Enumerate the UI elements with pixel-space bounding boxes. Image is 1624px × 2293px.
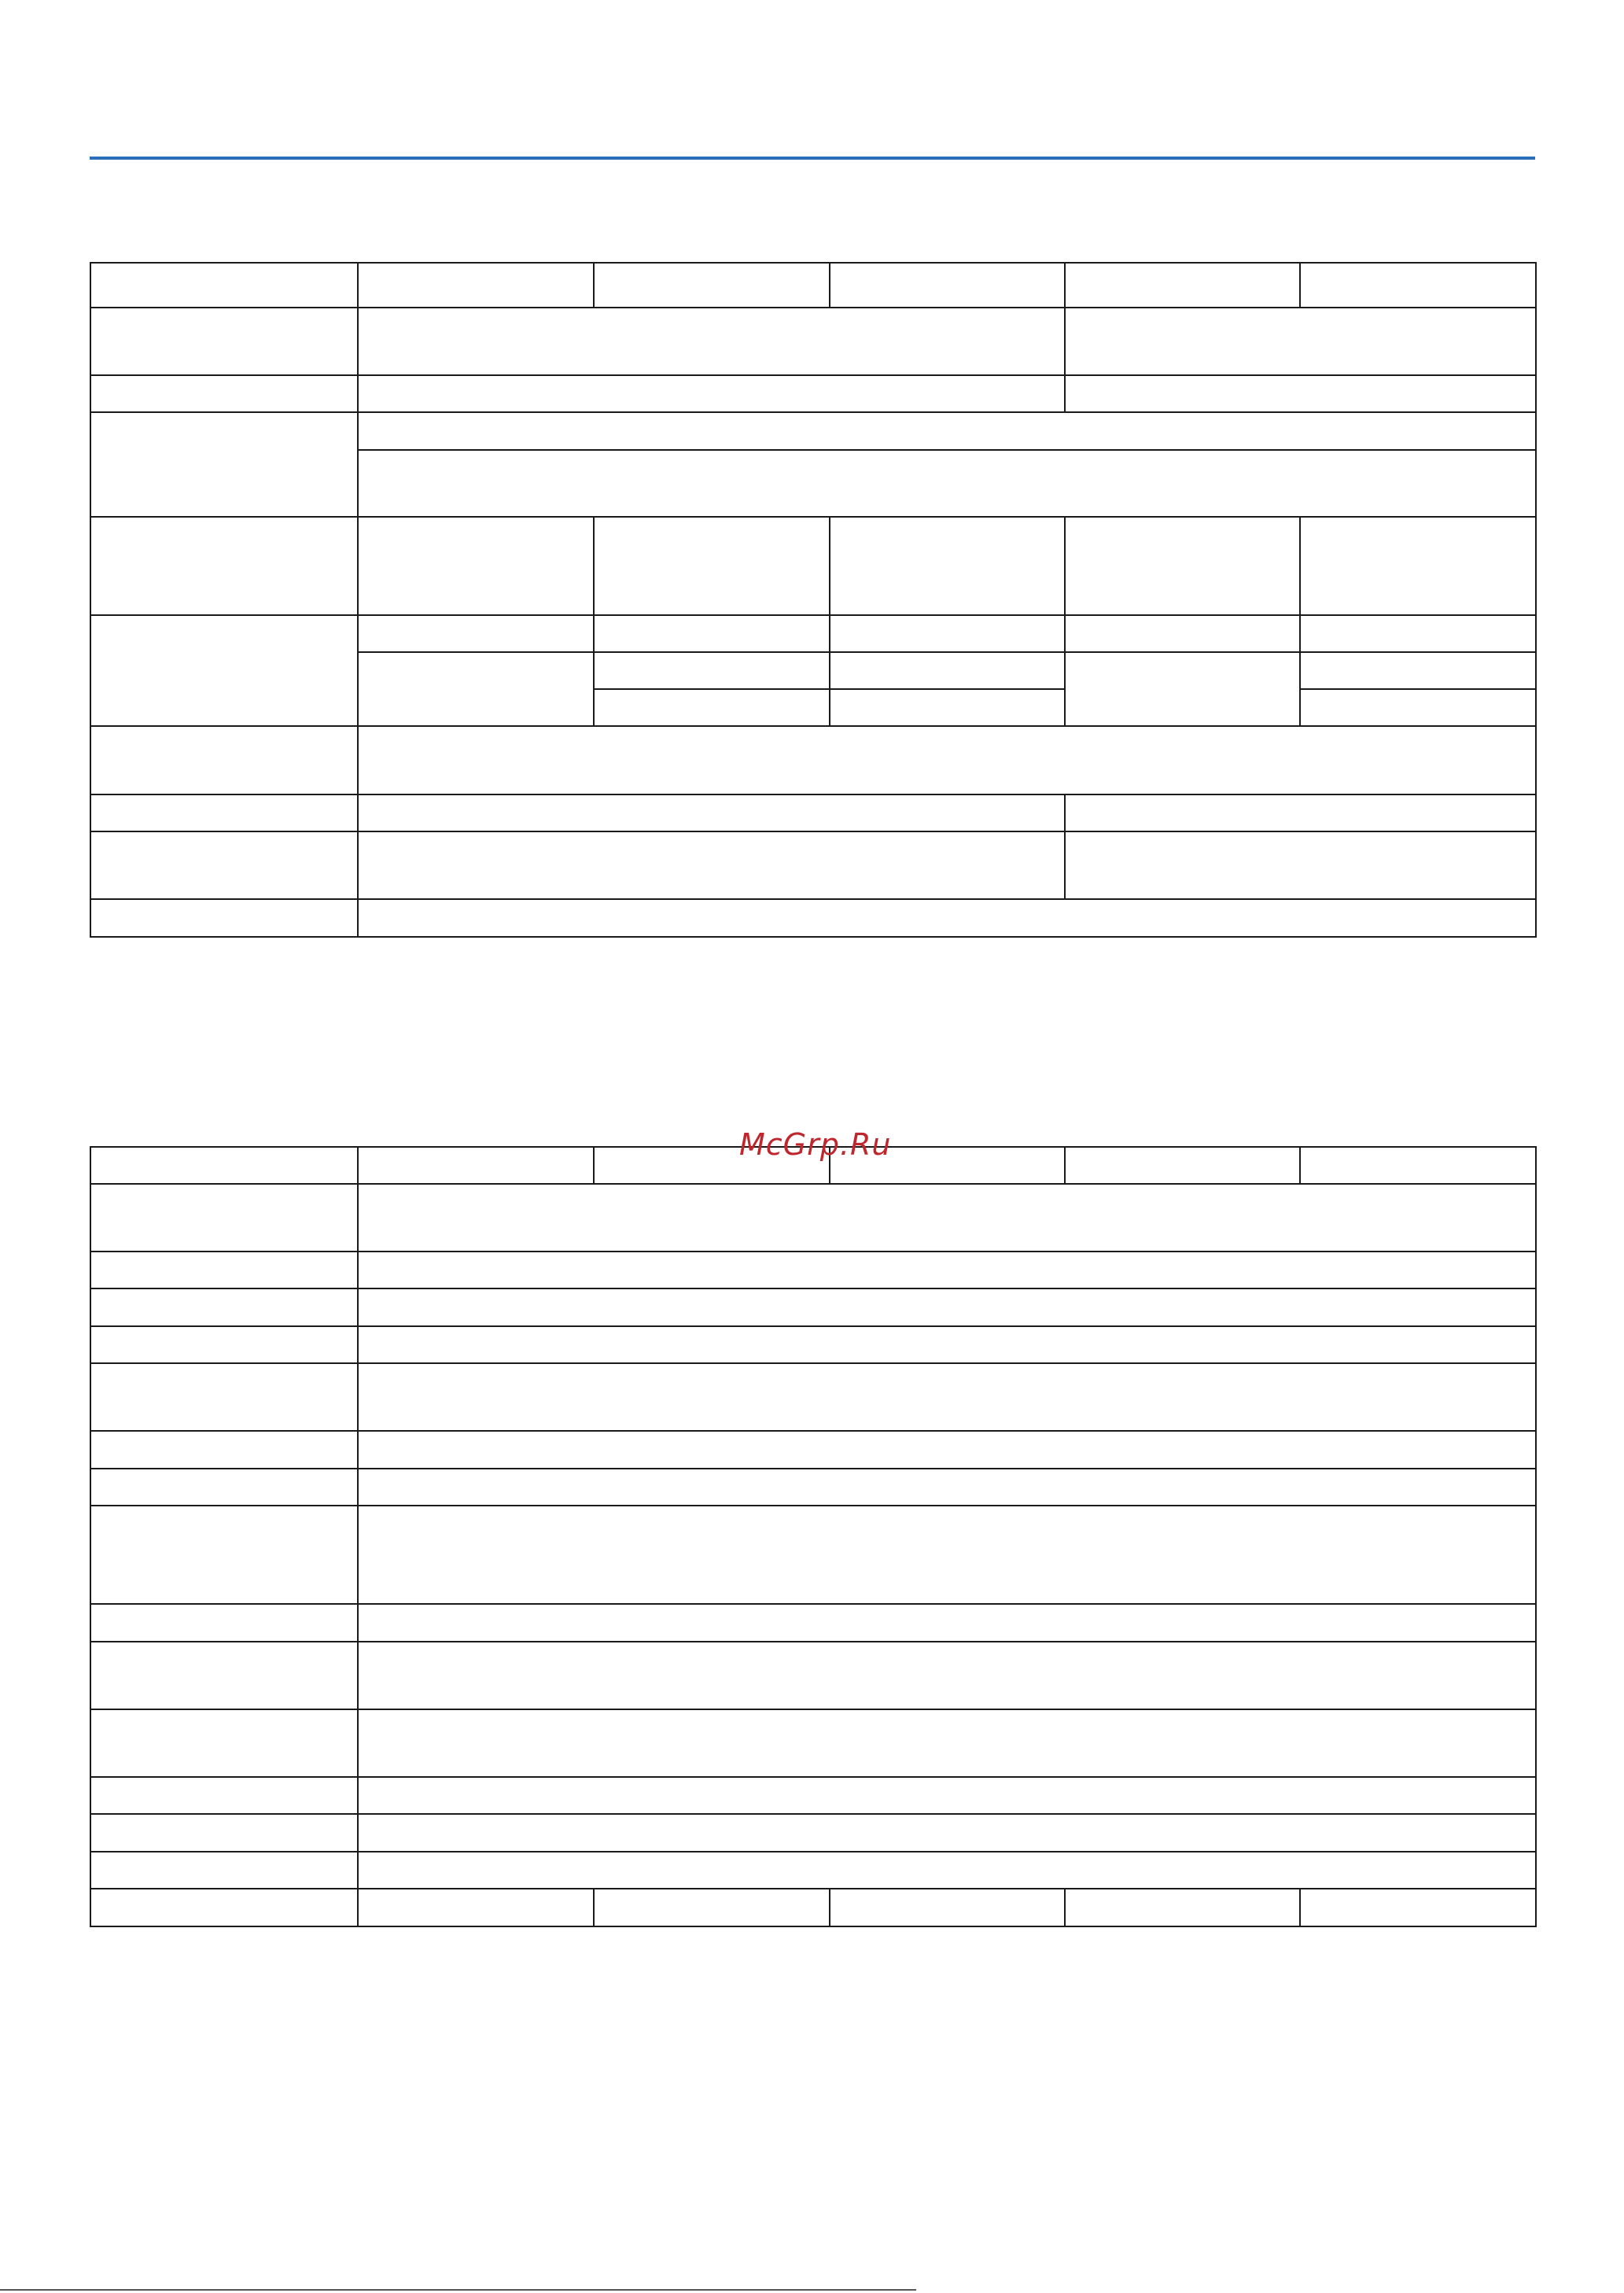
table-cell [1065, 517, 1300, 615]
table-row [90, 1252, 1536, 1288]
table-cell [90, 412, 358, 517]
table-row [90, 831, 1536, 899]
table-cell [358, 1506, 1536, 1604]
table-cell [594, 689, 830, 726]
table-cell [1300, 615, 1536, 652]
table-cell [358, 726, 1536, 794]
table-cell [90, 1184, 358, 1252]
table-cell [1065, 794, 1536, 831]
table-cell [90, 1431, 358, 1469]
table-cell [358, 831, 1065, 899]
table-cell [90, 615, 358, 726]
table-cell [358, 615, 594, 652]
table-cell [830, 689, 1065, 726]
table-cell [358, 375, 1065, 412]
table-row [90, 899, 1536, 937]
table-cell [358, 308, 1065, 375]
table-row [90, 263, 1536, 308]
table-cell [358, 1642, 1536, 1709]
table-cell [90, 1252, 358, 1288]
table-cell [594, 263, 830, 308]
table-cell [90, 1889, 358, 1926]
table-cell [358, 1431, 1536, 1469]
table-cell [1065, 652, 1300, 726]
table-cell [358, 899, 1536, 937]
table-cell [1065, 1147, 1300, 1184]
table-cell [1065, 375, 1536, 412]
table-cell [90, 1288, 358, 1326]
table-cell [1300, 1889, 1536, 1926]
table-cell [358, 1889, 594, 1926]
spec-table-2 [90, 1146, 1537, 1927]
table-cell [830, 517, 1065, 615]
table-cell [1065, 615, 1300, 652]
table-cell [90, 1326, 358, 1363]
table-cell [1300, 263, 1536, 308]
table-cell [594, 615, 830, 652]
table-row [90, 1326, 1536, 1363]
table-cell [1300, 689, 1536, 726]
table-cell [594, 517, 830, 615]
table-row [90, 308, 1536, 375]
table-cell [358, 1852, 1536, 1889]
table-cell [90, 899, 358, 937]
table-cell [594, 1889, 830, 1926]
table-cell [90, 1469, 358, 1506]
table-cell [90, 1814, 358, 1852]
table-cell [90, 375, 358, 412]
table-cell [358, 1147, 594, 1184]
table-cell [358, 794, 1065, 831]
table-cell [90, 794, 358, 831]
table-cell [358, 1326, 1536, 1363]
watermark: McGrp.Ru [739, 1127, 892, 1162]
table-row [90, 794, 1536, 831]
table-cell [358, 1363, 1536, 1431]
table-cell [90, 263, 358, 308]
table-cell [90, 308, 358, 375]
table-cell [1300, 1147, 1536, 1184]
table-cell [90, 1604, 358, 1642]
table-cell [594, 652, 830, 689]
table-row [90, 1363, 1536, 1431]
table-cell [1300, 652, 1536, 689]
table-row [90, 1642, 1536, 1709]
table-cell [90, 726, 358, 794]
table-row [90, 1777, 1536, 1814]
table-cell [358, 1814, 1536, 1852]
table-cell [830, 263, 1065, 308]
table-cell [358, 412, 1536, 450]
table-cell [1300, 517, 1536, 615]
table-row [90, 517, 1536, 615]
table-cell [358, 1777, 1536, 1814]
table-cell [358, 1709, 1536, 1777]
table-cell [90, 831, 358, 899]
table-cell [90, 1777, 358, 1814]
table-cell [358, 1288, 1536, 1326]
table-cell [830, 1889, 1065, 1926]
table-cell [358, 652, 594, 726]
table-row [90, 1506, 1536, 1604]
table-cell [358, 517, 594, 615]
table-row [90, 1184, 1536, 1252]
table-row [90, 1852, 1536, 1889]
table-row [90, 412, 1536, 450]
footer-rule [0, 2289, 916, 2291]
table-row [90, 1469, 1536, 1506]
table-cell [90, 1147, 358, 1184]
table-row [90, 1604, 1536, 1642]
table-cell [90, 1852, 358, 1889]
table-row [90, 1431, 1536, 1469]
table-row [90, 375, 1536, 412]
table-cell [358, 450, 1536, 517]
table-cell [90, 1506, 358, 1604]
table-row [90, 1889, 1536, 1926]
table-row [90, 1288, 1536, 1326]
table-cell [358, 1184, 1536, 1252]
table-cell [358, 1469, 1536, 1506]
table-cell [830, 615, 1065, 652]
table-row [90, 615, 1536, 652]
table-cell [1065, 1889, 1300, 1926]
table-cell [358, 263, 594, 308]
table-cell [1065, 263, 1300, 308]
table-cell [830, 652, 1065, 689]
header-rule [90, 157, 1535, 160]
table-cell [90, 1363, 358, 1431]
table-cell [1065, 308, 1536, 375]
table-row [90, 726, 1536, 794]
table-cell [1065, 831, 1536, 899]
table-row [90, 1814, 1536, 1852]
table-cell [358, 1252, 1536, 1288]
table-cell [90, 1642, 358, 1709]
table-cell [90, 517, 358, 615]
table-cell [358, 1604, 1536, 1642]
spec-table-1 [90, 262, 1537, 938]
table-cell [90, 1709, 358, 1777]
table-row [90, 1709, 1536, 1777]
